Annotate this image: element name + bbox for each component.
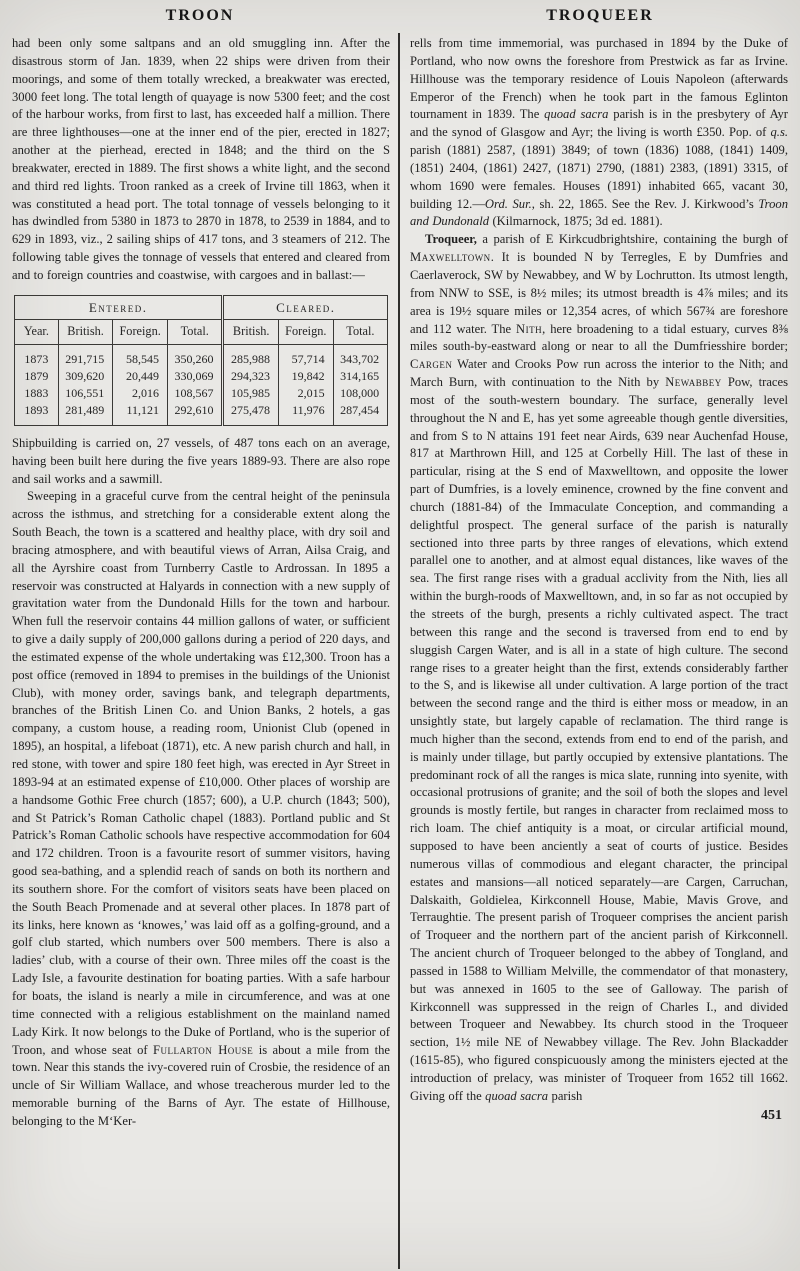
text-segment: quoad sacra	[544, 107, 609, 122]
text-segment: , here broadening to a tidal estuary, curves 8⅜ miles south-by-eastward along or near to all the Dumfriesshire border;	[410, 321, 788, 354]
year-cell: 1879	[24, 368, 49, 383]
tonnage-cell: 294,323	[223, 368, 278, 385]
tonnage-cell: 343,702	[333, 344, 387, 368]
two-column-body	[0, 33, 800, 1269]
tonnage-cell: 57,714	[278, 344, 333, 368]
text-segment: Fullarton House	[152, 1042, 254, 1057]
tonnage-cell: 58,545	[113, 344, 168, 368]
tonnage-cell: 314,165	[333, 368, 387, 385]
table-group-header-row	[14, 295, 387, 319]
text-segment: Ord. Sur.	[484, 196, 532, 211]
text-segment: had been only some saltpans and an old smuggling inn. After the disastrous storm of Jan. 1839, when 22 ships were driven from their moorings, and some of them totally wrecked, a breakwater was erected, 3000 feet long. The total length of quayage is now 5300 feet; and the cost of the harbour works, from first to last, has exceeded half a million. There are three lighthouses—one at the inner end of the pier, erected in 1827; another at the pierhead, erected in 1848; and the third on the S breakwater, erected in 1889. The first shows a white light, and the second and third red lights. Troon ranked as a creek of Irvine till 1863, when it was constituted a head port. The total tonnage of vessels belonging to it has dwindled from 5380 in 1873 to 2870 in 1878, to 2539 in 1884, and to 629 in 1893, viz., 2 sailing ships of 417 tons, and 3 steamers of 212. The following table gives the tonnage of vessels that entered and cleared from and to foreign countries and coastwise, with cargoes and in ballast:—	[12, 36, 390, 282]
text-segment: is about a mile from the town. Near this stands the ivy-covered ruin of Crosbie, the residence of an uncle of Sir William Wallace, and whose treacherous murder led to the memorable burning of the Barns of Ayr. The estate of Hillhouse, belonging to the M‘Ker-	[12, 1042, 390, 1128]
troon-conclusion-paragraph	[410, 35, 788, 231]
text-segment: Shipbuilding is carried on, 27 vessels, of 487 tons each on an average, having been built here during the five years 1889-93. There are also rope and sail works and a sawmill.	[12, 435, 390, 486]
col-header-entered-total: Total.	[168, 319, 223, 344]
table-row	[14, 368, 387, 385]
tonnage-cell: 11,121	[113, 402, 168, 426]
table-row	[14, 344, 387, 368]
text-segment: parish is in the presbytery of Ayr and the synod of Glasgow and Ayr; the living is worth £350. Pop. of	[410, 107, 788, 140]
year-cell: 1893	[24, 402, 49, 417]
tonnage-cell: 108,000	[333, 385, 387, 402]
table-row	[14, 402, 387, 426]
tonnage-cell: 309,620	[58, 368, 112, 385]
col-header-cleared-foreign: Foreign.	[278, 319, 333, 344]
tonnage-cell: 2,015	[278, 385, 333, 402]
text-segment: q.s.	[770, 125, 788, 140]
text-segment: Troon and Dundonald	[410, 196, 789, 229]
text-segment: Sweeping in a graceful curve from the central height of the peninsula across the isthmus, and stretching for a considerable extent along the South Beach, the town is a scattered and healthy place, with dry soil and bracing atmosphere, and with beautiful views of Arran, Ailsa Craig, and all the Ayrshire coast from Turnberry Castle to Ardrossan. In 1895 a reservoir was constructed at Halyards in connection with a new supply of gravitation water from the Dundonald Hills for the town and harbour. When full the reservoir contains 44 million gallons of water, or sufficient to give a daily supply of 200,000 gallons during a period of 220 days, and the estimated expense of the whole undertaking was £12,300. Troon has a post office (removed in 1894 to premises in the buildings of the Unionist Club), with money order, savings bank, and telegraph departments, branches of the British Linen Co. and Union Banks, 2 hotels, a gas company, a custom house, a reading room, Unionist Club (opened in 1895), an hospital, a lifeboat (1871), etc. A new parish church and hall, in red stone, with tower and spire 180 feet high, was erected in Ayr Street in 1893-94 at an estimated expense of £10,000. Other places of worship are a handsome Gothic Free church (1857; 600), a U.P. church (1843; 500), and St Patrick’s Roman Catholic chapel (1883). Portland public and St Patrick’s Roman Catholic schools have respective accommodation for 604 and 172 children. Troon is a favourite resort of summer visitors, having good sea-bathing, and a splendid reach of sands on both its northern and its southern shore. For the comfort of visitors seats have been placed on the South Beach Promenade and at several other places. In 1878 part of its links, here known as ‘knowes,’ was laid off as a golfing-ground, and a golf club started, which numbers over 500 members. There is also a ladies’ club, with a course of their own. Three miles off the coast is the Lady Isle, a favourite destination for boating parties. With a safe harbour for boats, the island is nearly a mile in circumference, and was at one time connected with a religious establishment on the mainland named Lady Kirk. It now belongs to the Duke of Portland, who is the superior of Troon, and whose seat of	[12, 489, 390, 1057]
year-cell: 1883	[24, 385, 49, 400]
text-segment: Water and Crooks Pow run across the interior to the Nith; and March Burn, with continuation to the Nith by	[410, 357, 788, 390]
table-row	[14, 385, 387, 402]
shipbuilding-paragraph	[12, 435, 390, 489]
right-running-head: TROQUEER	[546, 7, 654, 24]
col-header-entered-british: British.	[58, 319, 112, 344]
troqueer-entry-paragraph	[410, 231, 788, 1105]
tonnage-cell: 291,715	[58, 344, 112, 368]
tonnage-cell: 20,449	[113, 368, 168, 385]
tonnage-cell: 330,069	[168, 368, 223, 385]
col-header-entered-foreign: Foreign.	[113, 319, 168, 344]
text-segment: Nith	[516, 321, 543, 336]
tonnage-cell: 281,489	[58, 402, 112, 426]
left-running-head: TROON	[165, 7, 235, 24]
running-heads	[0, 7, 800, 33]
left-column	[0, 33, 400, 1269]
text-segment: quoad sacra	[485, 1088, 549, 1103]
tonnage-cell: 19,842	[278, 368, 333, 385]
text-segment: Cargen	[410, 357, 453, 372]
year-cell: 1873	[24, 351, 49, 366]
text-segment: Maxwelltown	[410, 250, 491, 265]
cleared-group-header: Cleared.	[223, 295, 388, 319]
tonnage-cell: 287,454	[333, 402, 387, 426]
tonnage-cell: 108,567	[168, 385, 223, 402]
text-segment: , sh. 22, 1865. See the Rev. J. Kirkwood’s	[531, 196, 759, 211]
col-header-cleared-british: British.	[223, 319, 278, 344]
text-segment: . It is bounded N by Terregles, E by Dumfries and Caerlaverock, SW by Newabbey, and W by Lochrutton. Its utmost length, from NNW to SSE, is 8½ miles; its utmost breadth is 4⅞ miles; and its area is 19½ square miles or 12,354 acres, of which 567¾ are foreshore and 112 water. The	[410, 250, 788, 336]
text-segment: parish (1881) 2587, (1891) 3849; of town (1836) 1088, (1841) 1409, (1851) 2404, (1861) 2427, (1871) 2790, (1881) 2383, (1891) 3315, of whom 1690 were females. Houses (1891) inhabited 665, vacant 30, building 12.—	[410, 143, 788, 211]
tonnage-cell: 105,985	[223, 385, 278, 402]
col-header-year: Year.	[14, 319, 58, 344]
text-segment: Troqueer,	[425, 232, 477, 247]
text-segment: Pow, traces most of the south-western boundary. The surface, generally level throughout the N and E, has yet some agreeable though gentle diversities, and from S to N attains 191 feet near Airds, 639 near Auchenfad House, 817 at Marthrown Hill, and 125 at Corbelly Hill. The last of these in particular, rising at the S end of Maxwelltown, and opposite the lower part of Dumfries, is a lovely eminence, crowned by the fine convent and church (1881-84) of the Immaculate Conception, and commanding a delightful prospect. The general surface of the parish is naturally sectioned into three parts by three ranges of elevations, which extend parallel one to another, and at almost equal distances, like waves of the sea. The first range rises with a gradual acclivity from the Nith, lies all within the burgh-roods of Maxwelltown, and, in so far as not occupied by the streets of the burgh, presents a richly cultivated aspect. The tract between this range and the second is traversed from end to end by sluggish Cargen Water, and is all in a state of high culture. The second range rises to a greater height than the first, extends considerably farther to the S, and is likewise all under cultivation. A large portion of the tract between the second range and the third is either moss or meadow, in an unsightly state, but largely capable of reclamation. The third range is much higher than the second, extends from end to end of the parish, and is mainly under tillage, but partly occupied by extensive plantations. The predominant rock of all the ranges is mica slate, running into syenite, with occasional protrusions of granite; and the soil of both the slopes and level grounds is mostly fertile, but ranges in character from reclaimed moss to rich loam. The chief antiquity is a moat, or circular artificial mound, supposed to have been anciently a seat of courts of justice. Besides numerous villas of commodious and elegant character, the principal estates and mansions—all noticed separately—are Cargen, Carruchan, Dalskaith, Goldielea, Kirkconnell House, Mabie, Mavis Grove, and Terraughtie. The present parish of Troqueer comprises the ancient parish of Troqueer and the northern part of the ancient parish of Kirkconnell. The ancient church of Troqueer belonged to the abbey of Tongland, and passed in 1588 to William Melville, the commendator of that monastery, but was annexed in 1605 to the see of Galloway. The parish of Kirkconnell was suppressed in the reign of Charles I., and divided between Troqueer and Newabbey. Its church stood in the Troqueer section, 1½ mile NE of Newabbey village. The Rev. John Blackadder (1615-85), who figured conspicuously among the ministers ejected at the introduction of prelacy, was minister of Troqueer from 1652 till 1662. Giving off the	[410, 375, 788, 1103]
tonnage-cell: 275,478	[223, 402, 278, 426]
entered-group-header: Entered.	[14, 295, 223, 319]
text-segment: parish	[548, 1088, 583, 1103]
tonnage-cell: 106,551	[58, 385, 112, 402]
text-segment: rells from time immemorial, was purchased in 1894 by the Duke of Portland, who now owns the foreshore from Prestwick as far as Irvine. Hillhouse was the temporary residence of Louis Napoleon (afterwards Emperor of the French) when he took part in the famous Eglinton tournament in 1839. The	[410, 36, 788, 122]
right-column	[400, 33, 800, 1269]
tonnage-cell: 292,610	[168, 402, 223, 426]
text-segment: a parish of E Kirkcudbrightshire, containing the burgh of	[476, 232, 788, 247]
table-column-header-row	[14, 319, 387, 344]
troon-continuation-paragraph	[12, 35, 390, 285]
col-header-cleared-total: Total.	[333, 319, 387, 344]
text-segment: (Kilmarnock, 1875; 3d ed. 1881).	[489, 214, 663, 229]
town-description-paragraph	[12, 488, 390, 1130]
text-segment: Newabbey	[665, 375, 722, 390]
page-number: 451	[761, 1107, 782, 1123]
tonnage-cell: 11,976	[278, 402, 333, 426]
tonnage-cell: 285,988	[223, 344, 278, 368]
tonnage-cell: 350,260	[168, 344, 223, 368]
tonnage-table	[14, 295, 388, 426]
tonnage-cell: 2,016	[113, 385, 168, 402]
